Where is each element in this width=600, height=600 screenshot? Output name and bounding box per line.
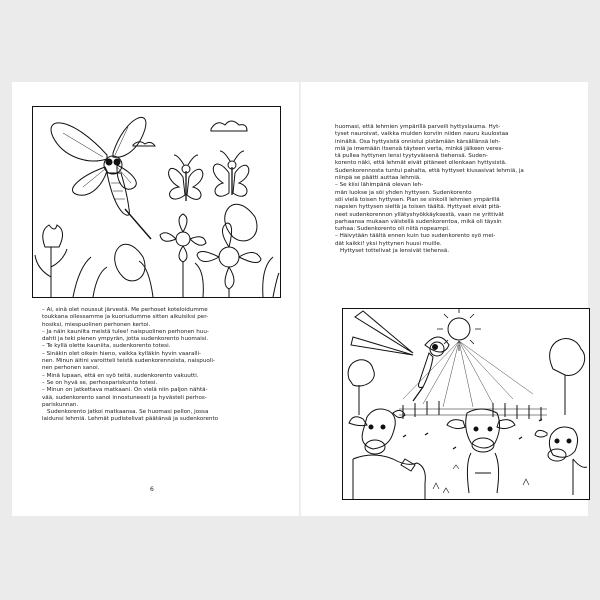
left-page: [12, 82, 300, 516]
text-line: – Ja näin kauniita meistä tulee! naispuolinen perhonen huu-: [42, 328, 209, 335]
text-line: nen perhonen sanoi.: [42, 365, 100, 372]
text-line: miä ja imemään itsensä täyteen verta, minkä jälkeen veres-: [335, 145, 504, 152]
text-line: korento näki, että lehmät eivät pitäneet ollenkaan hyttysistä.: [335, 160, 507, 167]
text-line: – Te kyllä olette kauniita, sudenkorento totesi.: [42, 343, 171, 350]
text-line: män luokse ja söi yhden hyttysen. Sudenkorento: [335, 189, 472, 196]
text-line: vää, sudenkorento sanoi innostuneesti ja hyvästeli perhos-: [42, 394, 207, 401]
text-line: turhaa: Sudenkorento oli niitä nopeampi.: [335, 226, 450, 233]
text-line: napsien hyttysen sieltä ja toisen täältä. Hyttyset eivät pitä-: [335, 204, 502, 211]
text-line: dahti ja teki pienen ympyrän, jotta sudenkorento huomaisi.: [42, 336, 209, 343]
text-line: tyset nauroivat, vaikka muiden korviin niiden nauru kuulostaa: [335, 131, 509, 138]
text-line: tä pullea hyttynen lensi tyytyväisenä tiehensä. Suden-: [335, 153, 488, 160]
text-line: söi vielä toisen hyttysen. Pian se sinkoili lehmien ympärillä: [335, 196, 500, 203]
left-page-text: [42, 307, 284, 424]
text-line: – Sinäkin olet oikein hieno, vaikka kylläkin hyvin vaaralli-: [42, 350, 202, 357]
dragonfly-butterflies-flowers-illustration-icon: [33, 107, 280, 297]
text-line: Sudenkorennosta tuntui pahalta, että hyttyset kiusasivat lehmiä, ja: [335, 167, 524, 174]
text-line: niinpä se päätti auttaa lehmiä.: [335, 175, 421, 182]
text-line: – Ai, sinä olet noussut järvestä. Me perhoset koteloidumme: [42, 307, 208, 313]
text-line: Sudenkorento jatkoi matkaansa. Se huomasi pellon, jossa: [47, 409, 209, 416]
text-line: – Minun on jatkettava matkaani. On vielä niin paljon nähtä-: [42, 387, 208, 394]
right-page: [300, 82, 588, 516]
text-line: parhaansa mukaan väistellä sudenkorentoa, mikä oli täysin: [335, 218, 502, 225]
text-line: hosiksi, miespuolinen perhonen kertoi.: [42, 321, 151, 328]
text-line: Hyttyset tottelivat ja lensivät tiehensä.: [340, 248, 450, 255]
text-line: – Minä lupaan, että en syö teitä, sudenkorento vakuutti.: [42, 372, 199, 379]
dragonfly-cows-illustration: [342, 308, 590, 500]
text-line: ininältä. Osa hyttysistä onnistui pistämään kärsällänsä leh-: [335, 138, 501, 145]
text-line: – Häivytään täältä ennen kuin tuo sudenkorento syö mei-: [335, 233, 496, 240]
text-line: nen. Minun äitini varoitteli teistä sudenkorennoista, naispuoli-: [42, 358, 215, 365]
right-page-text: [335, 124, 575, 255]
text-line: neet sudenkorennon yllätyshyökkäyksestä, vaan ne yrittivät: [335, 211, 504, 218]
dragonfly-cows-sun-illustration-icon: [343, 309, 589, 499]
text-line: toukkana ollessamme ja kuoriudumme sitten aikuisiksi per-: [42, 314, 209, 321]
dragonfly-butterflies-illustration: [32, 106, 281, 298]
book-spread: [12, 82, 588, 516]
text-line: huomasi, että lehmien ympärillä parveili hyttyslauma. Hyt-: [335, 124, 501, 130]
text-line: – Se kiisi lähimpänä olevan leh-: [335, 182, 424, 189]
text-line: dät kaikki! yksi hyttynen huusi muille.: [335, 240, 442, 247]
page-number: 6: [150, 486, 154, 493]
text-line: pariskunnan.: [42, 401, 79, 408]
text-line: – Se on hyvä se, perhospariskunta totesi.: [42, 379, 158, 386]
text-line: laidunsi lehmiä. Lehmät pudistelivat päätänsä ja sudenkorento: [42, 416, 219, 423]
